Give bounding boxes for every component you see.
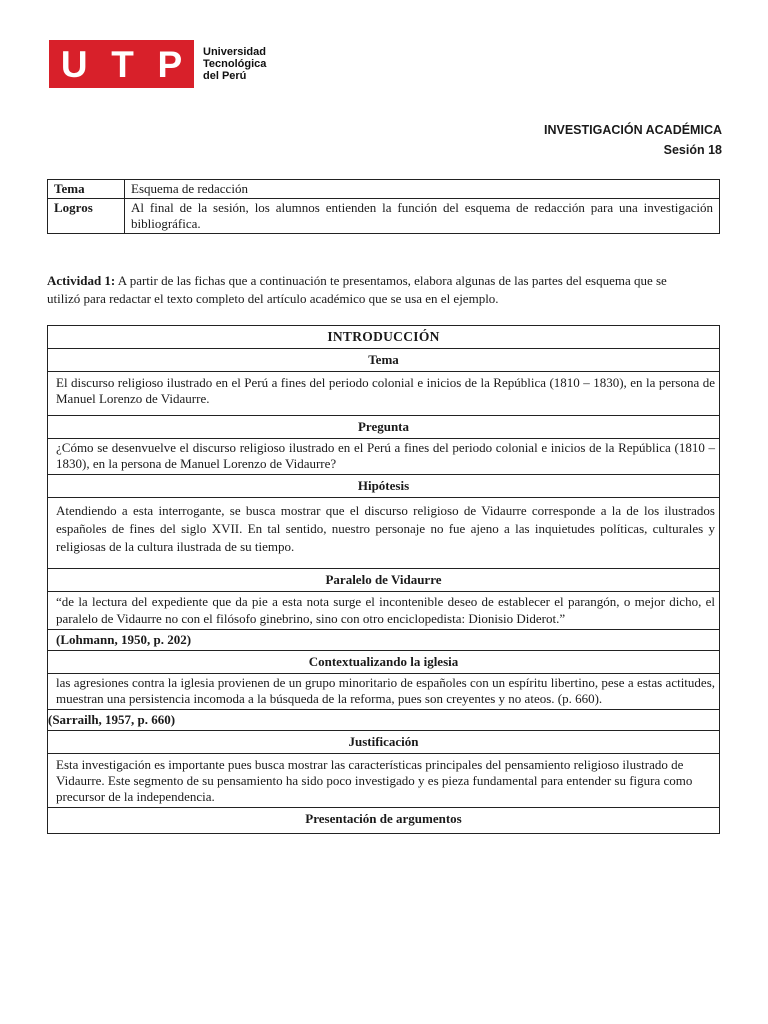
section-text-justificacion: Esta investigación es importante pues busca mostrar las características principales del pensamiento religioso ilustrado de Vidaurre. Este segmento de su pensamiento ha sido poco investigado y es pieza fundamental para entender su figura como precursor de la independencia.: [48, 754, 720, 808]
section-text-pregunta: ¿Cómo se desenvuelve el discurso religioso ilustrado en el Perú a fines del periodo colonial e inicios de la República (1810 – 1830), en la persona de Manuel Lorenzo de Vidaurre?: [48, 439, 720, 475]
outline-table: [47, 325, 720, 834]
logo-letter-p: P: [157, 43, 183, 85]
session-info-table: [47, 179, 720, 234]
logo-line-3: del Perú: [203, 70, 247, 82]
info-label: Tema: [48, 180, 125, 199]
section-heading-argumentos: Presentación de argumentos: [48, 808, 720, 834]
info-value: Al final de la sesión, los alumnos entienden la función del esquema de redacción para una investigación bibliográfica.: [125, 199, 720, 234]
section-heading-tema: Tema: [48, 349, 720, 372]
section-heading-justificacion: Justificación: [48, 731, 720, 754]
logo-letter-u: U: [60, 43, 88, 85]
logo-wordmark: [203, 46, 266, 82]
section-text-paralelo: “de la lectura del expediente que da pie a esta nota surge el incontenible deseo de establecer el parangón, o mejor dicho, el paralelo de Vidaurre no con el filósofo ginebrino, sino con otro enciclopedista: Dionisio Diderot.”: [48, 592, 720, 630]
section-heading-introduccion: INTRODUCCIÓN: [48, 326, 720, 349]
section-text-hipotesis: Atendiendo a esta interrogante, se busca mostrar que el discurso religioso de Vidaurre corresponde a la de los ilustrados españoles de fines del siglo XVII. En tal sentido, nuestro personaje no fue ajeno a las inquietudes políticas, culturales y religiosas de la cultura ilustrada de su tiempo.: [48, 498, 720, 569]
section-heading-pregunta: Pregunta: [48, 416, 720, 439]
section-heading-iglesia: Contextualizando la iglesia: [48, 651, 720, 674]
citation-lohmann: (Lohmann, 1950, p. 202): [48, 630, 720, 651]
info-label: Logros: [48, 199, 125, 234]
logo-letter-t: T: [111, 43, 134, 85]
section-text-tema: El discurso religioso ilustrado en el Perú a fines del periodo colonial e inicios de la República (1810 – 1830), en la persona de Manuel Lorenzo de Vidaurre.: [48, 372, 720, 416]
citation-sarrailh: (Sarrailh, 1957, p. 660): [48, 710, 720, 731]
info-row-logros: [48, 199, 720, 234]
logo-line-2: Tecnológica: [203, 58, 267, 70]
section-heading-hipotesis: Hipótesis: [48, 475, 720, 498]
activity-label: Actividad 1:: [47, 273, 116, 288]
info-row-tema: [48, 180, 720, 199]
info-value: Esquema de redacción: [125, 180, 720, 199]
activity-text: A partir de las fichas que a continuación te presentamos, elabora algunas de las partes del esquema que se utilizó para redactar el texto completo del artículo académico que se usa en el ejemplo.: [47, 273, 667, 306]
section-text-iglesia: las agresiones contra la iglesia provienen de un grupo minoritario de españoles con un espíritu libertino, pese a estas actitudes, muestran una persistencia incomoda a la búsqueda de la reforma, pues son creyentes y no ateos. (p. 660).: [48, 674, 720, 710]
logo-line-1: Universidad: [203, 46, 266, 58]
activity-instructions: [47, 272, 697, 308]
document-title: INVESTIGACIÓN ACADÉMICA: [543, 123, 722, 137]
utp-logo: [49, 40, 266, 88]
logo-mark: [49, 40, 194, 88]
session-number: Sesión 18: [663, 143, 722, 157]
section-heading-paralelo: Paralelo de Vidaurre: [48, 569, 720, 592]
